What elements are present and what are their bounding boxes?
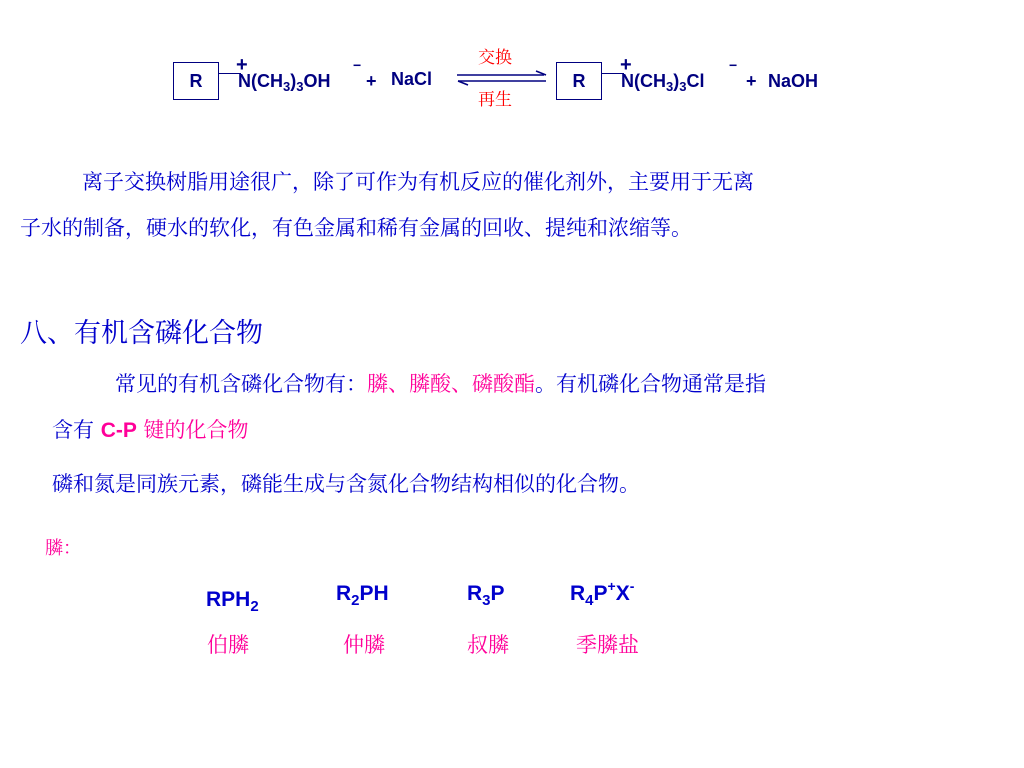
paragraph-resin-uses-line2: 子水的制备，硬水的软化，有色金属和稀有金属的回收、提纯和浓缩等。	[20, 216, 692, 240]
close-paren: )	[673, 71, 680, 91]
formula-text: P	[490, 582, 505, 605]
paragraph-organophosphorus-line1	[115, 366, 766, 402]
formula-text: P	[593, 582, 608, 605]
paragraph-resin-uses-line1: 离子交换树脂用途很广，除了可作为有机反应的催化剂外，主要用于无离	[82, 170, 754, 194]
subscript: 3	[482, 592, 491, 609]
formula-tertiary-phosphine	[467, 582, 505, 609]
formula-text: X	[615, 582, 630, 605]
close-paren: )	[290, 71, 297, 91]
text-prefix: 常见的有机含磷化合物有：	[115, 372, 367, 396]
ammonium-group: N(CH	[621, 71, 666, 91]
anion-charge-right: −	[729, 57, 738, 73]
formula-text: R	[467, 582, 483, 605]
name-tertiary-phosphine: 叔膦	[467, 633, 509, 657]
name-primary-phosphine: 伯膦	[207, 633, 249, 657]
formula-text: RPH	[206, 588, 251, 611]
cation-charge-left: +	[236, 54, 248, 76]
plus-sign-left: +	[366, 71, 377, 91]
formula-text: PH	[359, 582, 389, 605]
cp-bond-label: C-P	[100, 419, 137, 442]
ammonium-chloride-right	[621, 71, 705, 94]
paragraph-phosphorus-nitrogen: 磷和氮是同族元素，磷能生成与含氮化合物结构相似的化合物。	[52, 472, 640, 496]
paragraph-organophosphorus-line2	[52, 412, 249, 449]
arrow-label-regenerate: 再生	[478, 90, 512, 110]
subscript: 2	[250, 598, 259, 615]
text-prefix: 含有	[52, 418, 101, 442]
formula-secondary-phosphine	[336, 582, 389, 609]
text-suffix: 。有机磷化合物通常是指	[535, 372, 766, 396]
reagent-nacl: NaCl	[391, 69, 433, 89]
name-quaternary-phosphonium-salt: 季膦盐	[576, 633, 639, 657]
cation-charge-right: +	[620, 54, 632, 76]
subscript: 4	[585, 592, 594, 609]
subscript: 3	[296, 79, 304, 94]
name-secondary-phosphine: 仲膦	[343, 633, 385, 657]
superscript: -	[629, 578, 635, 594]
subscript: 3	[666, 79, 674, 94]
superscript: +	[607, 578, 616, 594]
subscript: 2	[351, 592, 360, 609]
subscript: 3	[283, 79, 291, 94]
subscript: 3	[679, 79, 687, 94]
anion-label: Cl	[686, 71, 705, 91]
product-naoh: NaOH	[768, 71, 819, 91]
bond-compound-text: 键的化合物	[136, 418, 249, 442]
formula-quaternary-phosphonium-salt	[570, 578, 635, 609]
ammonium-group: N(CH	[238, 71, 283, 91]
arrow-label-exchange: 交换	[478, 48, 512, 68]
formula-primary-phosphine	[206, 588, 259, 615]
formula-text: R	[570, 582, 586, 605]
section-heading: 八、有机含磷化合物	[20, 318, 263, 349]
ammonium-hydroxide-left	[238, 71, 331, 94]
resin-box-right	[556, 62, 602, 100]
resin-r-label: R	[572, 70, 586, 91]
anion-label: OH	[303, 71, 331, 91]
highlight-compound-types: 膦、膦酸、磷酸酯	[367, 372, 535, 396]
resin-box-left	[173, 62, 219, 100]
plus-sign-right: +	[746, 71, 757, 91]
equilibrium-arrow-icon	[452, 70, 552, 88]
resin-r-label: R	[189, 70, 203, 91]
anion-charge-left: −	[353, 57, 362, 73]
formula-text: R	[336, 582, 352, 605]
phosphine-title: 膦：	[45, 538, 81, 559]
